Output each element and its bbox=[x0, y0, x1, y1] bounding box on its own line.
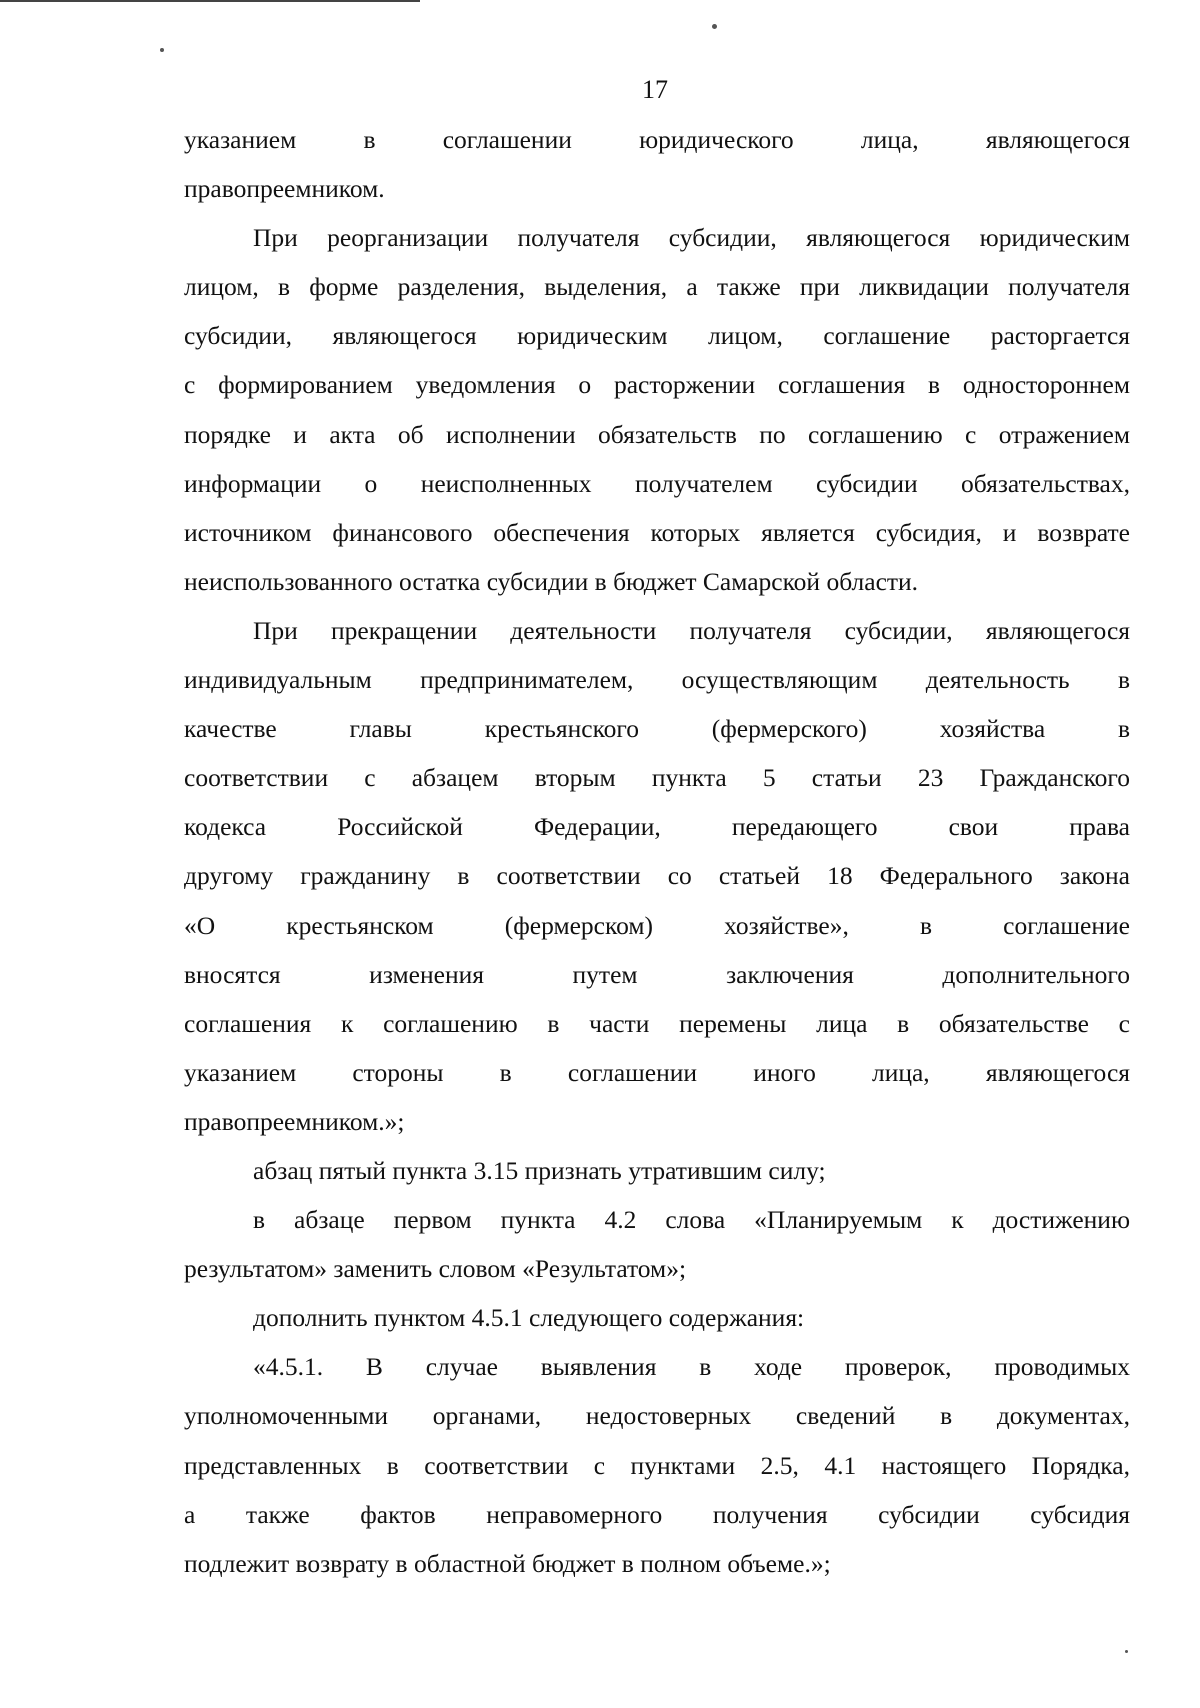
text-line: При прекращении деятельности получателя субсидии, являющегося bbox=[253, 615, 1130, 645]
text-line: источником финансового обеспечения которых является субсидия, и возврате bbox=[184, 517, 1130, 547]
paragraph bbox=[184, 213, 1130, 606]
text-line: абзац пятый пункта 3.15 признать утратившим силу; bbox=[253, 1155, 826, 1185]
text-line: а также фактов неправомерного получения субсидии субсидия bbox=[184, 1499, 1130, 1529]
text-line: правопреемником.»; bbox=[184, 1106, 405, 1136]
text-line: уполномоченными органами, недостоверных сведений в документах, bbox=[184, 1401, 1130, 1431]
paragraph bbox=[184, 1293, 1130, 1342]
text-line: в абзаце первом пункта 4.2 слова «Планируемым к достижению bbox=[253, 1205, 1130, 1235]
paragraph bbox=[184, 1342, 1130, 1587]
text-line: дополнить пунктом 4.5.1 следующего содержания: bbox=[253, 1303, 805, 1333]
text-line: соответствии с абзацем вторым пункта 5 статьи 23 Гражданского bbox=[184, 763, 1130, 793]
text-line: индивидуальным предпринимателем, осуществляющим деятельность в bbox=[184, 665, 1130, 695]
scan-speck bbox=[1125, 1650, 1128, 1653]
text-line: подлежит возврату в областной бюджет в полном объеме.»; bbox=[184, 1548, 831, 1578]
document-body bbox=[184, 115, 1130, 1588]
text-line: указанием в соглашении юридического лица, являющегося bbox=[184, 125, 1130, 154]
text-line: информации о неисполненных получателем субсидии обязательствах, bbox=[184, 468, 1130, 498]
scan-speck bbox=[712, 24, 717, 29]
text-line: с формированием уведомления о расторжении соглашения в одностороннем bbox=[184, 370, 1130, 400]
text-line: При реорганизации получателя субсидии, являющегося юридическим bbox=[253, 223, 1130, 253]
text-line: лицом, в форме разделения, выделения, а также при ликвидации получателя bbox=[184, 272, 1130, 302]
text-line: субсидии, являющегося юридическим лицом, соглашение расторгается bbox=[184, 321, 1130, 351]
text-line: другому гражданину в соответствии со статьей 18 Федерального закона bbox=[184, 861, 1130, 891]
text-line: вносятся изменения путем заключения дополнительного bbox=[184, 959, 1130, 989]
text-line: «4.5.1. В случае выявления в ходе проверок, проводимых bbox=[253, 1352, 1130, 1382]
text-line: неиспользованного остатка субсидии в бюджет Самарской области. bbox=[184, 566, 919, 596]
text-line: качестве главы крестьянского (фермерского) хозяйства в bbox=[184, 714, 1130, 744]
paragraph bbox=[184, 1195, 1130, 1293]
scan-speck bbox=[160, 48, 164, 52]
paragraph bbox=[184, 1146, 1130, 1195]
text-line: кодекса Российской Федерации, передающего свои права bbox=[184, 812, 1130, 842]
text-line: «О крестьянском (фермерском) хозяйстве», в соглашение bbox=[184, 910, 1130, 940]
scan-edge-line bbox=[0, 0, 420, 2]
paragraph bbox=[184, 606, 1130, 1146]
text-line: правопреемником. bbox=[184, 174, 385, 204]
text-line: порядке и акта об исполнении обязательств по соглашению с отражением bbox=[184, 419, 1130, 449]
text-line: результатом» заменить словом «Результатом»; bbox=[184, 1254, 687, 1284]
paragraph bbox=[184, 115, 1130, 213]
text-line: указанием стороны в соглашении иного лица, являющегося bbox=[184, 1057, 1130, 1087]
page-number: 17 bbox=[642, 75, 668, 104]
text-line: представленных в соответствии с пунктами 2.5, 4.1 настоящего Порядка, bbox=[184, 1450, 1130, 1480]
text-line: соглашения к соглашению в части перемены лица в обязательстве с bbox=[184, 1008, 1130, 1038]
